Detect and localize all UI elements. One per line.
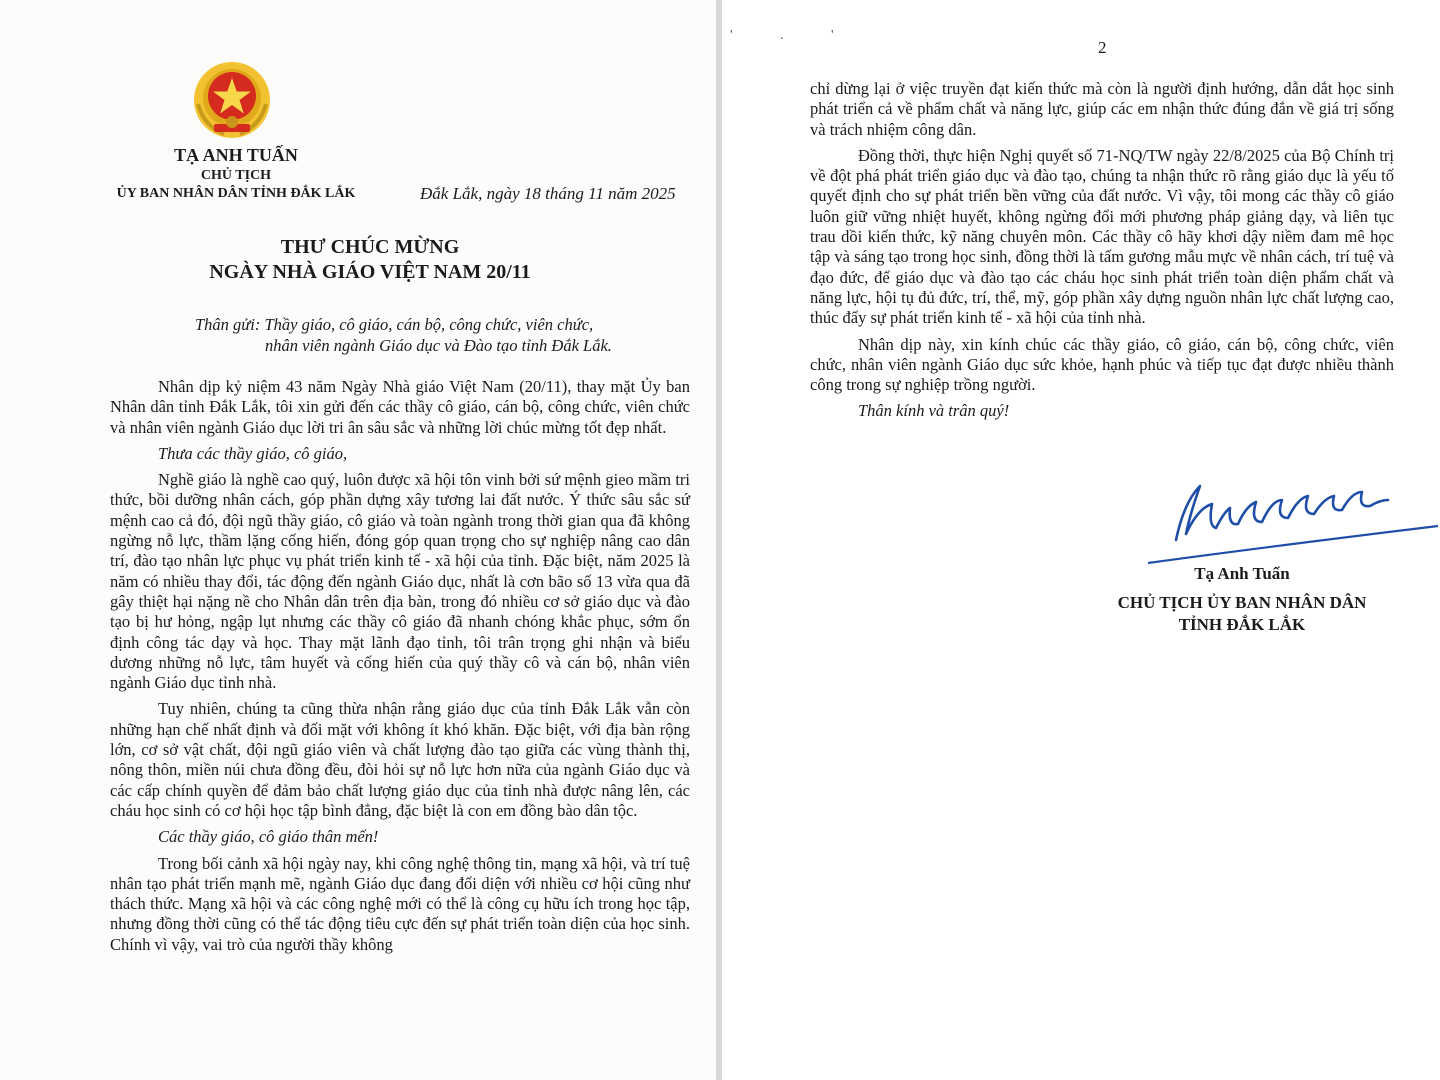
issuer-block xyxy=(105,143,367,203)
issuer-title: CHỦ TỊCH xyxy=(200,168,272,183)
document-title-line-2: NGÀY NHÀ GIÁO VIỆT NAM 20/11 xyxy=(209,261,531,283)
salutation: Các thầy giáo, cô giáo thân mến! xyxy=(158,827,379,847)
paragraph: Nhân dịp này, xin kính chúc các thầy giáo, cô giáo, cán bộ, công chức, viên chức, nhân viên ngành Giáo dục sức khỏe, hạnh phúc và tiếp tục đạt được nhiều thành công trong sự nghiệp trồng người. xyxy=(810,334,1394,395)
closing-phrase: Thân kính và trân quý! xyxy=(858,401,1010,421)
letter-page-2 xyxy=(722,0,1440,1080)
salutation: Thưa các thầy giáo, cô giáo, xyxy=(158,443,348,463)
issuer-name: TẠ ANH TUẤN xyxy=(174,145,298,165)
signature-icon xyxy=(1138,478,1438,573)
issuer-organization: ỦY BAN NHÂN DÂN TỈNH ĐẮK LẮK xyxy=(116,186,356,201)
letter-date: Đắk Lắk, ngày 18 tháng 11 năm 2025 xyxy=(420,184,676,203)
letter-body-page-1 xyxy=(110,377,690,961)
greeting xyxy=(110,314,670,356)
signer-title-line-2: TỈNH ĐẮK LẮK xyxy=(1178,615,1306,634)
paragraph: Tuy nhiên, chúng ta cũng thừa nhận rằng giáo dục của tỉnh Đắk Lắk vẫn còn những hạn chế nhất định và đối mặt với không ít khó khăn. Đặc biệt, với địa bàn rộng lớn, cơ sở vật chất, đội ngũ giáo viên và chất lượng đào tạo giữa các vùng thành thị, nông thôn, miền núi chưa đồng đều, đòi hỏi sự nỗ lực hơn nữa của ngành Giáo dục và các cấp chính quyền để đảm bảo chất lượng giáo dục của tỉnh nhà được nâng lên, các cháu học sinh có cơ hội học tập bình đẳng, đặc biệt là con em đồng bào dân tộc. xyxy=(110,699,690,820)
signer-name: Tạ Anh Tuấn xyxy=(1194,564,1290,583)
document-title xyxy=(140,235,600,285)
letter-page-1 xyxy=(0,0,716,1080)
national-emblem-icon xyxy=(190,60,274,142)
paragraph: Nghề giáo là nghề cao quý, luôn được xã hội tôn vinh bởi sứ mệnh gieo mầm tri thức, bồi dưỡng nhân cách, góp phần dựng xây tương lai đất nước. Ý thức sâu sắc sứ mệnh cao cả đó, đội ngũ thầy giáo, cô giáo và toàn ngành trong thời gian qua đã không ngừng nỗ lực, thầm lặng cống hiến, đóng góp quan trọng cho sự nghiệp nâng cao dân trí, đào tạo nhân lực phục vụ phát triển kinh tế - xã hội của tỉnh. Đặc biệt, năm 2025 là năm có nhiều thay đổi, tác động đến ngành Giáo dục, nhất là cơn bão số 13 vừa qua đã gây thiệt hại nặng nề cho Nhân dân trên địa bàn, trong đó nhiều cơ sở giáo dục và đào tạo bị hư hỏng, ngập lụt nhưng các thầy cô giáo đã nhanh chóng khắc phục, sớm ổn định công tác dạy và học. Thay mặt lãnh đạo tỉnh, tôi trân trọng ghi nhận và biểu dương những nỗ lực, tâm huyết và cống hiến của quý thầy cô và cán bộ, nhân viên ngành Giáo dục tỉnh nhà. xyxy=(110,470,690,693)
signer-title-line-1: CHỦ TỊCH ỦY BAN NHÂN DÂN xyxy=(1117,593,1367,612)
signer-title xyxy=(1092,592,1392,636)
document-title-line-1: THƯ CHÚC MỪNG xyxy=(280,236,460,258)
signer-block xyxy=(1092,562,1392,636)
scan-marks: ' . ' xyxy=(730,28,856,43)
page-number: 2 xyxy=(1098,38,1107,57)
letter-body-page-2 xyxy=(810,79,1394,428)
paragraph: Nhân dịp kỷ niệm 43 năm Ngày Nhà giáo Việt Nam (20/11), thay mặt Ủy ban Nhân dân tỉnh Đắk Lắk, tôi xin gửi đến các thầy cô giáo, cán bộ, công chức, viên chức và nhân viên ngành Giáo dục lời tri ân sâu sắc và những lời chúc mừng tốt đẹp nhất. xyxy=(110,377,690,437)
paragraph: chỉ dừng lại ở việc truyền đạt kiến thức mà còn là người định hướng, dẫn dắt học sinh phát triển cả về phẩm chất và năng lực, giúp các em nhận thức đúng đắn về giá trị sống và trách nhiệm công dân. xyxy=(810,79,1394,139)
paragraph: Trong bối cảnh xã hội ngày nay, khi công nghệ thông tin, mạng xã hội, và trí tuệ nhân tạo phát triển mạnh mẽ, ngành Giáo dục đang đối diện với nhiều cơ hội cũng như thách thức. Mạng xã hội và các công nghệ mới có thể là công cụ hữu ích trong học tập, nhưng đồng thời cũng có thể tác động tiêu cực đến sự phát triển toàn diện của học sinh. Chính vì vậy, vai trò của người thầy không xyxy=(110,853,690,954)
greeting-line-1: Thân gửi: Thầy giáo, cô giáo, cán bộ, công chức, viên chức, xyxy=(195,315,594,334)
greeting-line-2: nhân viên ngành Giáo dục và Đào tạo tỉnh Đắk Lắk. xyxy=(265,336,612,355)
paragraph: Đồng thời, thực hiện Nghị quyết số 71-NQ/TW ngày 22/8/2025 của Bộ Chính trị về đột phá phát triển giáo dục và đào tạo, chúng ta nhận thức rõ rằng giáo dục là yếu tố quyết định cho sự phát triển bền vững của đất nước. Vì vậy, tôi mong các thầy cô giáo luôn giữ vững nhiệt huyết, không ngừng đổi mới phương pháp giảng dạy, và liên tục trau dồi kiến thức, kỹ năng chuyên môn. Các thầy cô hãy khơi dậy niềm đam mê học tập và sáng tạo trong học sinh, đồng thời là tấm gương mẫu mực về nhân cách, trí tuệ và đạo đức, để giáo dục và đào tạo các cháu học sinh phát triển toàn diện phẩm chất và năng lực, hội tụ đủ đức, trí, thể, mỹ, góp phần xây dựng nguồn nhân lực chất lượng cao, thúc đẩy sự phát triển kinh tế - xã hội của tỉnh nhà. xyxy=(810,145,1394,328)
